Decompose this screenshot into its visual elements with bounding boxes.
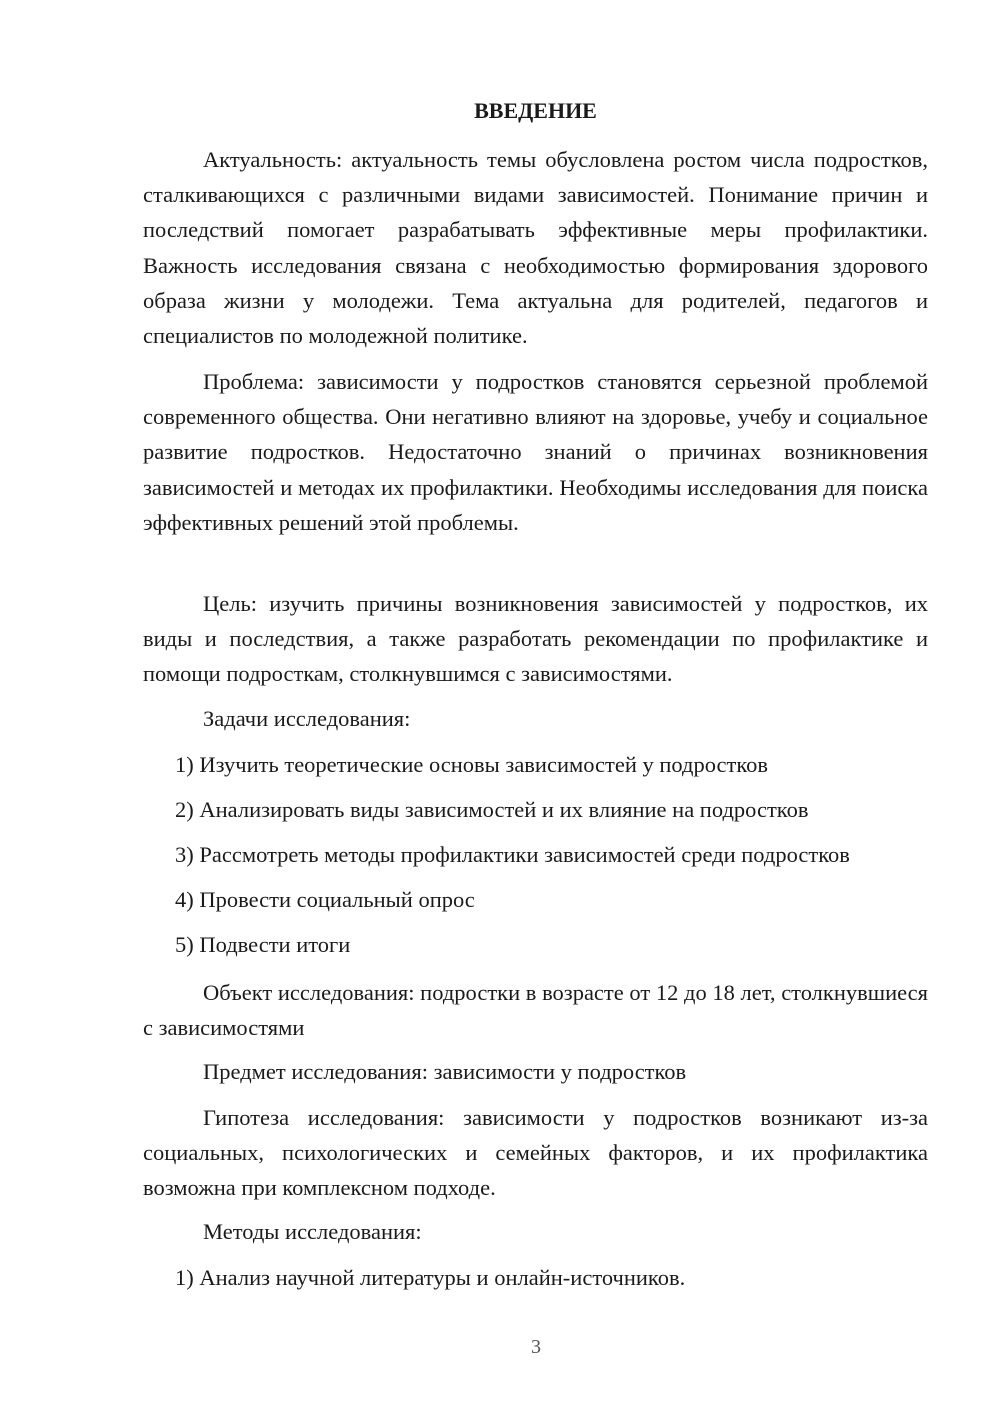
methods-heading: Методы исследования: (203, 1219, 422, 1244)
task-item: 2) Анализировать виды зависимостей и их влияние на подростков (175, 797, 809, 822)
problem-paragraph: Проблема: зависимости у подростков становятся серьезной проблемой современного общества. Они негативно влияют на здоровье, учебу и социальное развитие подростков. Недостаточно знаний о причинах возникновения зависимостей и методах их профилактики. Необходимы исследования для поиска эффективных решений этой проблемы. (143, 369, 928, 535)
relevance-paragraph: Актуальность: актуальность темы обусловлена ростом числа подростков, сталкивающихся с различными видами зависимостей. Понимание причин и последствий помогает разрабатывать эффективные меры профилактики. Важность исследования связана с необходимостью формирования здорового образа жизни у молодежи. Тема актуальна для родителей, педагогов и специалистов по молодежной политике. (143, 147, 928, 349)
hypothesis-paragraph: Гипотеза исследования: зависимости у подростков возникают из-за социальных, психологических и семейных факторов, и их профилактика возможна при комплексном подходе. (143, 1105, 928, 1201)
subject-line: Предмет исследования: зависимости у подростков (203, 1059, 687, 1084)
object-paragraph: Объект исследования: подростки в возрасте от 12 до 18 лет, столкнувшиеся с зависимостями (143, 980, 928, 1041)
section-title: ВВЕДЕНИЕ (474, 98, 597, 123)
task-item: 4) Провести социальный опрос (175, 887, 475, 912)
tasks-heading: Задачи исследования: (203, 706, 411, 731)
task-item: 5) Подвести итоги (175, 932, 351, 957)
method-item: 1) Анализ научной литературы и онлайн-источников. (175, 1265, 686, 1290)
page-number: 3 (531, 1336, 541, 1358)
goal-paragraph: Цель: изучить причины возникновения зависимостей у подростков, их виды и последствия, а также разработать рекомендации по профилактике и помощи подросткам, столкнувшимся с зависимостями. (143, 591, 928, 687)
task-item: 1) Изучить теоретические основы зависимостей у подростков (175, 752, 769, 777)
task-item: 3) Рассмотреть методы профилактики зависимостей среди подростков (175, 842, 850, 867)
